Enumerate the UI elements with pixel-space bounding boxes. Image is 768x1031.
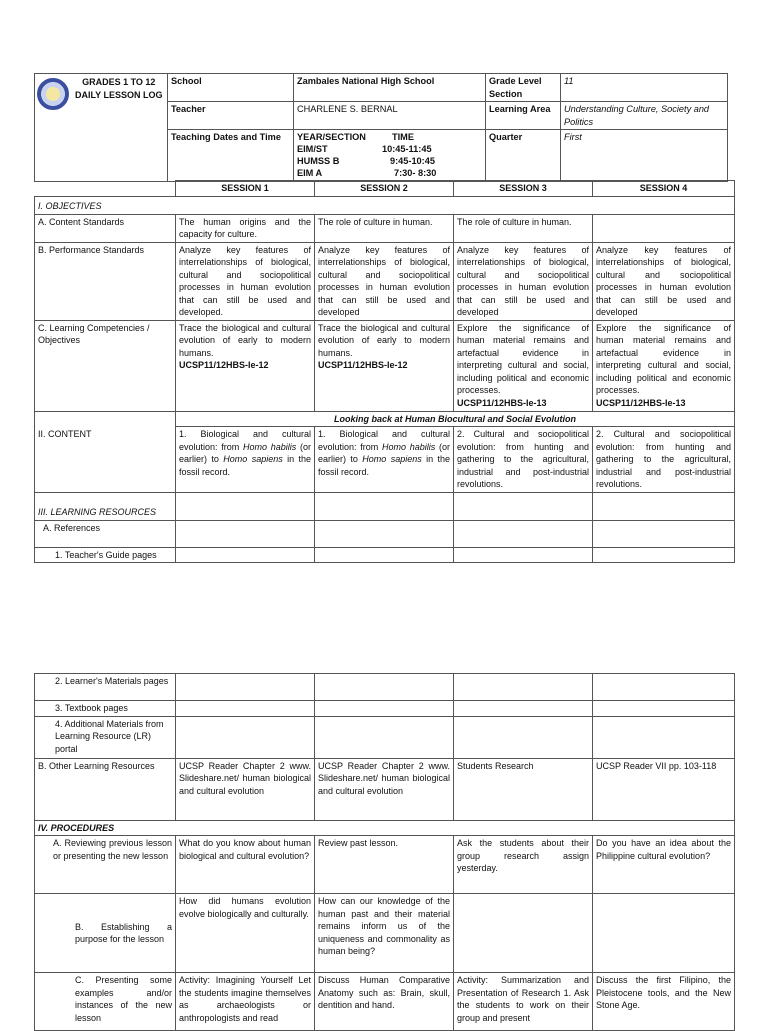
presenting-label: C. Presenting some examples and/or instances of the new lesson (35, 973, 176, 1031)
reviewing-cell: Review past lesson. (315, 836, 454, 894)
procedures-heading: IV. PROCEDURES (35, 820, 735, 836)
performance-standards-label: B. Performance Standards (35, 242, 176, 320)
sched-time: 7:30- 8:30 (394, 168, 437, 178)
presenting-cell: Discuss Human Comparative Anatomy such as: Brain, skull, dentition and hand. (315, 973, 454, 1031)
content-cell: 2. Cultural and sociopolitical evolution: from hunting and gathering to the agricultural, industrial and post-industrial revolutions. (454, 427, 593, 493)
teachers-guide-label: 1. Teacher's Guide pages (35, 547, 176, 563)
deped-seal-icon (37, 78, 69, 110)
school-value: Zambales National High School (294, 74, 486, 102)
presenting-cell: Activity: Imagining Yourself Let the students imagine themselves as archaeologists or anthropologists and read (176, 973, 315, 1031)
time-label: TIME (392, 132, 414, 142)
other-resources-cell: Students Research (454, 758, 593, 820)
performance-standards-cell: Analyze key features of interrelationships of biological, cultural and sociopolitical processes in human evolution that can still be used and developed (454, 242, 593, 320)
performance-standards-cell: Analyze key features of interrelationships of biological, cultural and sociopolitical processes in human evolution that can still be used and developed (593, 242, 735, 320)
competencies-label: C. Learning Competencies / Objectives (35, 320, 176, 411)
establishing-cell: How did humans evolution evolve biologically and culturally. (176, 894, 315, 973)
competencies-cell (454, 320, 593, 411)
grade-section-label (486, 74, 561, 102)
competency-text: Explore the significance of human material remains and artefactual evidence in interpreting cultural and social, including political and economic processes. (457, 322, 589, 395)
content-standards-cell: The role of culture in human. (454, 214, 593, 242)
session-4-header: SESSION 4 (593, 181, 735, 197)
lesson-log-table-page2 (34, 673, 735, 1031)
lesson-log-table-page1 (34, 180, 735, 563)
sched-time: 10:45-11:45 (382, 144, 432, 154)
textbook-label: 3. Textbook pages (35, 701, 176, 717)
schedule-cell (294, 130, 486, 182)
competency-code: UCSP11/12HBS-Ie-12 (179, 360, 269, 370)
teacher-value: CHARLENE S. BERNAL (294, 102, 486, 130)
reviewing-cell: Do you have an idea about the Philippine cultural evolution? (593, 836, 735, 894)
grade-label: Grade Level (489, 76, 542, 86)
other-resources-label: B. Other Learning Resources (35, 758, 176, 820)
competency-code: UCSP11/12HBS-Ie-12 (318, 360, 408, 370)
sched-section: EIM/ST (297, 144, 328, 154)
other-resources-cell: UCSP Reader Chapter 2 www. Slideshare.net/ human biological and cultural evolution (315, 758, 454, 820)
year-section-label: YEAR/SECTION (297, 132, 366, 142)
establishing-cell: How can our knowledge of the human past and their material remains inform us of the uniqueness and commonality as human being? (315, 894, 454, 973)
competency-text: Explore the significance of human material remains and artefactual evidence in interpreting cultural and social, including political and economic processes. (596, 322, 731, 395)
section-label: Section (489, 88, 523, 99)
competency-code: UCSP11/12HBS-Ie-13 (457, 397, 547, 408)
learning-resources-heading: III. LEARNING RESOURCES (35, 492, 176, 520)
competency-text: Trace the biological and cultural evolution of early to modern humans. (318, 322, 450, 358)
content-standards-label: A. Content Standards (35, 214, 176, 242)
grades-label: GRADES 1 TO 12 (82, 77, 156, 87)
sched-time: 9:45-10:45 (390, 156, 435, 166)
competencies-cell (176, 320, 315, 411)
establishing-label: B. Establishing a purpose for the lesson (35, 894, 176, 973)
session-1-header: SESSION 1 (176, 181, 315, 197)
content-label: II. CONTENT (35, 427, 176, 493)
content-standards-cell (593, 214, 735, 242)
dates-label: Teaching Dates and Time (168, 130, 294, 182)
reviewing-cell: Ask the students about their group research assign yesterday. (454, 836, 593, 894)
teacher-label: Teacher (168, 102, 294, 130)
competency-text: Trace the biological and cultural evolution of early to modern humans. (179, 322, 311, 358)
objectives-heading: I. OBJECTIVES (35, 196, 735, 214)
content-cell: 1. Biological and cultural evolution: from Homo habilis (or earlier) to Homo sapiens in the fossil record. (315, 427, 454, 493)
performance-standards-cell: Analyze key features of interrelationships of biological, cultural and sociopolitical processes in human evolution that can still be used and developed (315, 242, 454, 320)
content-standards-cell: The human origins and the capacity for culture. (176, 214, 315, 242)
log-title: DAILY LESSON LOG (75, 90, 163, 100)
school-label: School (168, 74, 294, 102)
content-standards-cell: The role of culture in human. (315, 214, 454, 242)
other-resources-cell: UCSP Reader Chapter 2 www. Slideshare.net/ human biological and cultural evolution (176, 758, 315, 820)
reviewing-label: A. Reviewing previous lesson or presenting the new lesson (35, 836, 176, 894)
header-logo-cell (35, 74, 168, 182)
additional-materials-label: 4. Additional Materials from Learning Resource (LR) portal (35, 716, 176, 758)
other-resources-cell: UCSP Reader VII pp. 103-118 (593, 758, 735, 820)
establishing-cell (593, 894, 735, 973)
competency-code: UCSP11/12HBS-Ie-13 (596, 397, 686, 408)
lesson-log-header (34, 73, 728, 182)
presenting-cell: Activity: Summarization and Presentation of Research 1. Ask the students to work on their group and present (454, 973, 593, 1031)
establishing-cell (454, 894, 593, 973)
learning-area-value: Understanding Culture, Society and Politics (561, 102, 728, 130)
grade-value: 11 (561, 74, 728, 102)
content-cell: 2. Cultural and sociopolitical evolution: from hunting and gathering to the agricultural, industrial and post-industrial revolutions. (593, 427, 735, 493)
session-2-header: SESSION 2 (315, 181, 454, 197)
sched-section: EIM A (297, 168, 323, 178)
quarter-value: First (561, 130, 728, 182)
performance-standards-cell: Analyze key features of interrelationships of biological, cultural and sociopolitical processes in human evolution that can still be used and developed. (176, 242, 315, 320)
competencies-cell (593, 320, 735, 411)
learners-materials-label: 2. Learner's Materials pages (35, 674, 176, 701)
reviewing-cell: What do you know about human biological and cultural evolution? (176, 836, 315, 894)
references-label: A. References (35, 520, 176, 547)
session-3-header: SESSION 3 (454, 181, 593, 197)
learning-area-label: Learning Area (486, 102, 561, 130)
presenting-cell: Discuss the first Filipino, the Pleistocene tools, and the New Stone Age. (593, 973, 735, 1031)
content-banner: Looking back at Human Biocultural and Social Evolution (176, 411, 735, 427)
sched-section: HUMSS B (297, 156, 340, 166)
content-cell: 1. Biological and cultural evolution: from Homo habilis (or earlier) to Homo sapiens in the fossil record. (176, 427, 315, 493)
quarter-label: Quarter (486, 130, 561, 182)
competencies-cell (315, 320, 454, 411)
